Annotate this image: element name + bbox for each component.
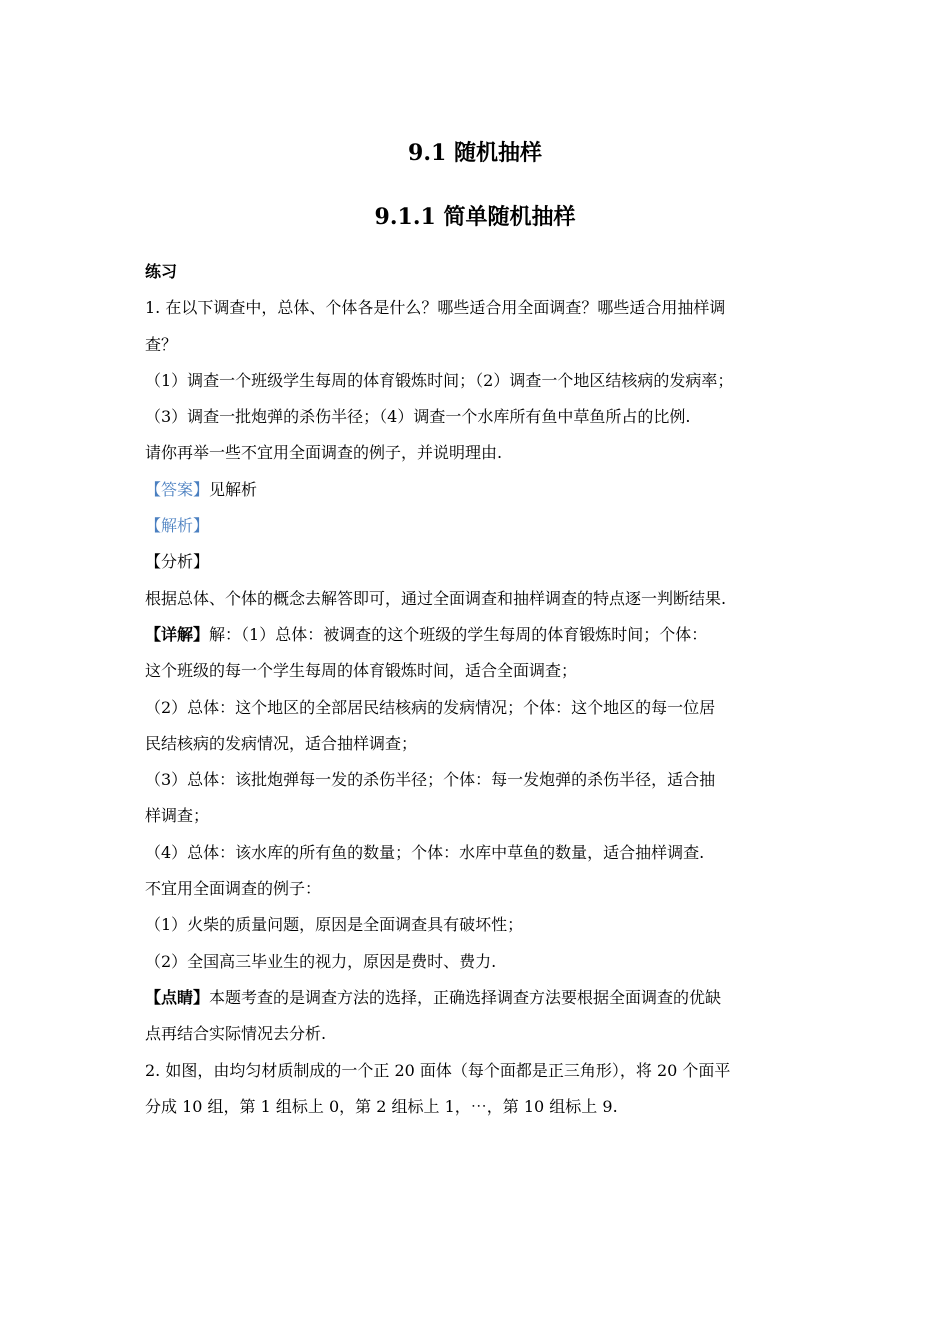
xiangjie-tag: 【详解】 [145, 624, 210, 644]
answer-line [145, 472, 810, 508]
dianjing-tag: 【点睛】 [145, 987, 210, 1007]
sub-title: 9.1.1 简单随机抽样 [374, 204, 576, 230]
answer-text: 见解析 [209, 479, 258, 499]
dianjing-line: 点再结合实际情况去分析. [145, 1024, 327, 1044]
xiangjie-text: 解：（1）总体：被调查的这个班级的学生每周的体育锻炼时间；个体： [209, 624, 708, 644]
dianjing-line [145, 980, 810, 1016]
fenxi-tag: 【分析】 [145, 552, 210, 572]
xiangjie-line: （2）全国高三毕业生的视力，原因是费时、费力. [145, 951, 497, 971]
problem1-question-line: 1. 在以下调查中，总体、个体各是什么？哪些适合用全面调查？哪些适合用抽样调 [145, 298, 726, 318]
xiangjie-line: 样调查； [145, 806, 210, 826]
xiangjie-line: 不宜用全面调查的例子： [145, 879, 322, 899]
main-title: 9.1 随机抽样 [408, 140, 542, 166]
problem1-question-line: 请你再举一些不宜用全面调查的例子，并说明理由. [145, 443, 503, 463]
document-body [145, 254, 810, 1125]
problem1-items-line: （3）调查一批炮弹的杀伤半径；（4）调查一个水库所有鱼中草鱼所占的比例. [145, 407, 691, 427]
xiangjie-line: （4）总体：该水库的所有鱼的数量；个体：水库中草鱼的数量，适合抽样调查. [145, 842, 705, 862]
section-heading: 练习 [145, 262, 178, 281]
xiangjie-line: 这个班级的每一个学生每周的体育锻炼时间，适合全面调查； [145, 661, 578, 681]
xiangjie-line: （1）火柴的质量问题，原因是全面调查具有破坏性； [145, 915, 524, 935]
problem2-line: 2. 如图，由均匀材质制成的一个正 20 面体（每个面都是正三角形），将 20 个面平 [145, 1060, 731, 1080]
jiexi-tag: 【解析】 [145, 516, 210, 536]
problem1-items-line: （1）调查一个班级学生每周的体育锻炼时间；（2）调查一个地区结核病的发病率； [145, 370, 734, 390]
xiangjie-line [145, 617, 810, 653]
xiangjie-line: （2）总体：这个地区的全部居民结核病的发病情况；个体：这个地区的每一位居 [145, 697, 716, 717]
problem1-question-line: 查？ [145, 334, 178, 354]
dianjing-text: 本题考查的是调查方法的选择，正确选择调查方法要根据全面调查的优缺 [209, 987, 722, 1007]
fenxi-text: 根据总体、个体的概念去解答即可，通过全面调查和抽样调查的特点逐一判断结果. [145, 588, 727, 608]
answer-tag: 【答案】 [145, 479, 210, 499]
xiangjie-line: （3）总体：该批炮弹每一发的杀伤半径；个体：每一发炮弹的杀伤半径，适合抽 [145, 770, 716, 790]
problem2-line: 分成 10 组，第 1 组标上 0，第 2 组标上 1，⋯，第 10 组标上 9. [145, 1096, 618, 1116]
xiangjie-line: 民结核病的发病情况，适合抽样调查； [145, 733, 418, 753]
